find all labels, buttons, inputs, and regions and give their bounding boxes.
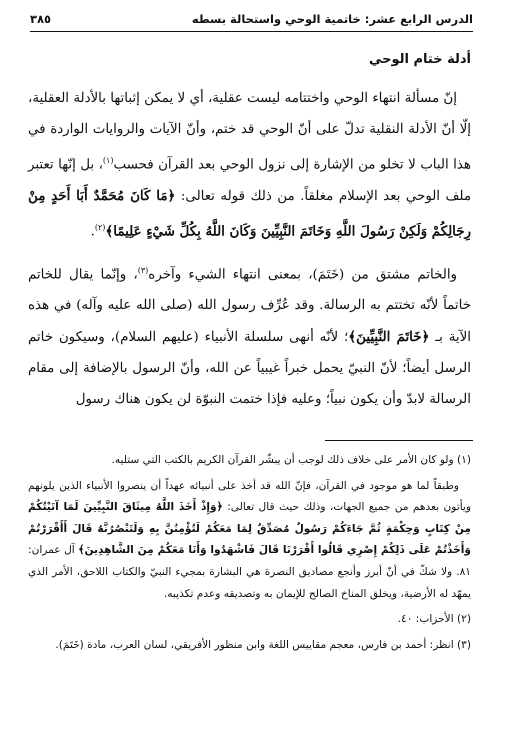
footnote-ref-2: (٢) bbox=[94, 222, 106, 232]
footnotes bbox=[28, 450, 471, 660]
paragraph-1-text-2: ، بل إنّها تعتبر ملف الوحي بعد الإسلام مغلقاً. من ذلك قوله تعالى: bbox=[28, 157, 471, 204]
paragraph-2 bbox=[28, 256, 471, 415]
footnote-1 bbox=[28, 450, 471, 472]
section-title: أدلة ختام الوحي bbox=[368, 52, 471, 67]
paragraph-2-text-1: والخاتم مشتق من (خَتَمَ)، بمعنى انتهاء الشيء وآخره bbox=[148, 267, 458, 283]
paragraph-1: إنّ مسألة انتهاء الوحي واختتامه ليست عقلية، أي لا يمكن إثباتها بالأدلة العقلية، إلّا أنّ الأدلة النقلية تدلّ على أنّ الوحي قد ختم، وأنّ الآيات والروايات الواردة في هذا الباب لا تخلو من الإشارة إلى نزول الوحي بعد القرآن فحسب$^{(١)}$، بل إنّها تعتبر ملف الوحي بعد الإسلام مغلقاً. من ذلك قوله تعالى: ﴿مَا كَانَ مُحَمَّدٌ أَبَا أَحَدٍ مِنْ رِجَالِكُمْ وَلَكِنْ رَسُولَ اللَّهِ وَخَاتَمَ النَّبِيِّينَ وَكَانَ اللَّهُ بِكُلِّ شَيْءٍ عَلِيمًا﴾$^{(٢)}$. bbox=[28, 91, 471, 240]
footnote-1-continuation bbox=[28, 476, 471, 606]
footnote-divider bbox=[325, 440, 473, 441]
quran-verse-2: ﴿خَاتَمَ النَّبِيِّينَ﴾ bbox=[348, 328, 430, 345]
footnote-3: (٣) انظر: أحمد بن فارس، معجم مقاييس اللغة وابن منظور الأفريقي، لسان العرب، مادة (خَتَمَ). bbox=[55, 638, 471, 651]
paragraph-1-text: إنّ مسألة انتهاء الوحي واختتامه ليست عقلية، أي لا يمكن إثباتها بالأدلة العقلية، إلّا أنّ الأدلة النقلية تدلّ على أنّ الوحي قد ختم، وأنّ الآيات والروايات الواردة في هذا الباب لا تخلو من الإشارة إلى نزول الوحي بعد القرآن فحسب bbox=[28, 91, 471, 173]
page-header bbox=[30, 12, 473, 26]
page-number: ٣٨٥ bbox=[30, 12, 52, 26]
footnote-2: (٢) الأحزاب: ٤٠. bbox=[397, 613, 471, 626]
paragraph-2-text-3: ؛ لأنّه أنهى سلسلة الأنبياء (عليهم السلام)، وسيكون خاتم الرسل أيضاً؛ لأنّ النبيّ يحمل خبراً غيبياً عن الله، وأنّ الرسول بالإضافة إلى مقام الرسالة لابدّ وأن يكون نبياً؛ وعليه فإذا ختمت النبوّة لن يكون هناك رسول bbox=[28, 329, 471, 407]
quran-verse-1: ﴿مَا كَانَ مُحَمَّدٌ أَبَا أَحَدٍ مِنْ رِجَالِكُمْ وَلَكِنْ رَسُولَ اللَّهِ وَخَاتَمَ النَّبِيِّينَ وَكَانَ اللَّهُ بِكُلِّ شَيْءٍ عَلِيمًا﴾ bbox=[28, 187, 471, 240]
footnote-1-text: وطبقاً لما هو موجود في القرآن، فإنّ الله قد أخذ على أنبيائه عهداً أن ينصروا الأنبياء الذين يلونهم ويأتون بعدهم من جميع الجهات، وذلك حيث قال تعالى: bbox=[28, 479, 471, 514]
footnote-ref-3: (٣) bbox=[137, 265, 149, 275]
main-text bbox=[28, 84, 471, 423]
footnote-1-line-1: (١) ولو كان الأمر على خلاف ذلك لوجب أن يبشّر القرآن الكريم بالكتب التي ستليه. bbox=[111, 454, 471, 466]
paragraph-2-text-2: ، وإنّما يقال للخاتم خاتماً لأنّه تختتم به الرسالة. وقد عُرِّف رسول الله (صلى الله عليه وآله) في هذه الآية بـ bbox=[28, 267, 471, 345]
footnote-1-text-2: آل عمران: ٨١. ولا شكّ في أنّ أبرز وأنجع مصاديق النصرة هي البشارة بمجيء النبيّ والكتاب اللاحق، الأمر الذي يمهّد له الأرضية، ويخلق المناخ الصالح للإيمان به وتصديقه وعدم تكذيبه. bbox=[28, 544, 471, 600]
footnote-ref-1: (١) bbox=[102, 155, 114, 165]
running-title: الدرس الرابع عشر: خاتمية الوحي واستحالة بسطه bbox=[191, 12, 473, 26]
footnote-quran-verse: ﴿وَإِذْ أَخَذَ اللَّهُ مِيثَاقَ النَّبِيِّينَ لَمَا آتَيْتُكُمْ مِنْ كِتَابٍ وَحِكْمَةٍ ثُمَّ جَاءَكُمْ رَسُولٌ مُصَدِّقٌ لِمَا مَعَكُمْ لَتُؤْمِنُنَّ بِهِ وَلَتَنْصُرُنَّهُ قَالَ أَأَقْرَرْتُمْ وَأَخَذْتُمْ عَلَى ذَلِكُمْ إِصْرِي قَالُوا أَقْرَرْنَا قَالَ فَاشْهَدُوا وَأَنَا مَعَكُمْ مِنَ الشَّاهِدِينَ﴾ bbox=[28, 501, 471, 557]
header-divider bbox=[30, 31, 473, 32]
